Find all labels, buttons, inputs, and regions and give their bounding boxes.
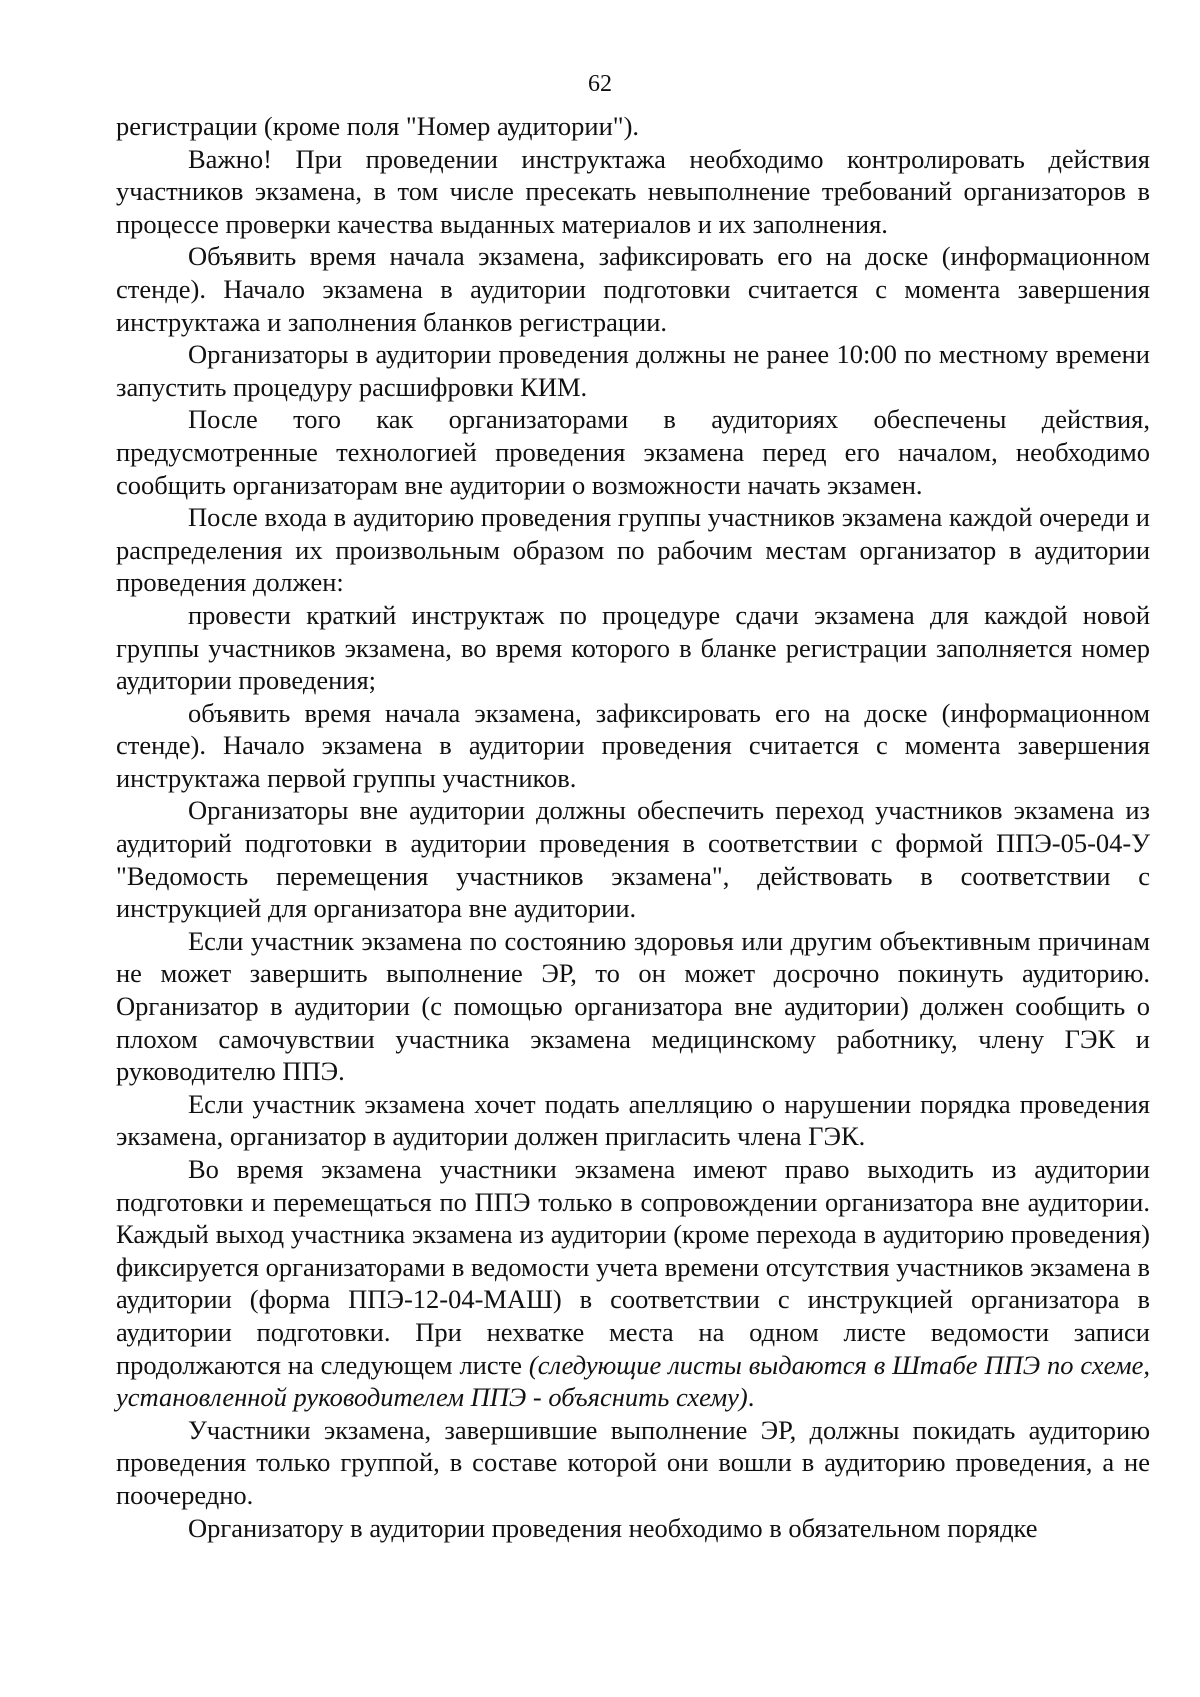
paragraph-announce-start-exam: объявить время начала экзамена, зафиксировать его на доске (информационном стенде). Начало экзамена в аудитории проведения считается с момента завершения инструктажа первой группы участников. — [116, 697, 1150, 793]
paragraph-brief-instruction: провести краткий инструктаж по процедуре сдачи экзамена для каждой новой группы участников экзамена, во время которого в бланке регистрации заполняется номер аудитории проведения; — [116, 599, 1150, 696]
paragraph-early-leave: Если участник экзамена по состоянию здоровья или другим объективным причинам не может завершить выполнение ЭР, то он может досрочно покинуть аудиторию. Организатор в аудитории (с помощью организатора вне аудитории) должен сообщить о плохом самочувствии участника экзамена медицинскому работнику, члену ГЭК и руководителю ППЭ. — [116, 925, 1150, 1087]
paragraph-after-entry: После входа в аудиторию проведения группы участников экзамена каждой очереди и распределения их произвольным образом по рабочим местам организатор в аудитории проведения должен: — [116, 502, 1150, 598]
paragraph-transfer-participants: Организаторы вне аудитории должны обеспечить переход участников экзамена из аудиторий подготовки в аудитории проведения в соответствии с формой ППЭ-05-04-У "Ведомость перемещения участников экзамена", действовать в соответствии с инструкцией для организатора вне аудитории. — [116, 795, 1150, 924]
paragraph-kim-decryption: Организаторы в аудитории проведения должны не ранее 10:00 по местному времени запустить процедуру расшифровки КИМ. — [116, 339, 1150, 402]
exit-rules-italic-note: (следующие листы выдаются в Штабе ППЭ по схеме, установленной руководителем ППЭ - объяснить схему) — [116, 1349, 1150, 1413]
paragraph-appeal: Если участник экзамена хочет подать апелляцию о нарушении порядка проведения экзамена, организатор в аудитории должен пригласить члена ГЭК. — [116, 1088, 1150, 1152]
document-body — [116, 110, 1150, 1544]
paragraph-organizer-obligation: Организатору в аудитории проведения необходимо в обязательном порядке — [188, 1512, 1038, 1543]
page-number: 62 — [588, 71, 612, 97]
paragraph-group-leave: Участники экзамена, завершившие выполнение ЭР, должны покидать аудиторию проведения только группой, в составе которой они вошли в аудиторию проведения, а не поочередно. — [116, 1414, 1150, 1510]
exit-rules-text: Во время экзамена участники экзамена имеют право выходить из аудитории подготовки и перемещаться по ППЭ только в сопровождении организатора вне аудитории. Каждый выход участника экзамена из аудитории (кроме перехода в аудиторию проведения) фиксируется организаторами в ведомости учета времени отсутствия участников экзамена в аудитории (форма ППЭ-12-04-МАШ) в соответствии с инструкцией организатора в аудитории подготовки. При нехватке места на одном листе ведомости записи продолжаются на следующем листе — [116, 1154, 1150, 1380]
paragraph-important-note: Важно! При проведении инструктажа необходимо контролировать действия участников экзамена, в том числе пресекать невыполнение требований организаторов в процессе проверки качества выданных материалов и их заполнения. — [116, 143, 1150, 239]
paragraph-announce-start-prep: Объявить время начала экзамена, зафиксировать его на доске (информационном стенде). Начало экзамена в аудитории подготовки считается с момента завершения инструктажа и заполнения бланков регистрации. — [116, 241, 1150, 337]
exit-rules-end: . — [747, 1382, 755, 1413]
paragraph-registration-continuation: регистрации (кроме поля "Номер аудитории"). — [116, 111, 640, 141]
paragraph-exit-rules — [116, 1153, 1150, 1414]
paragraph-notify-outside-organizers: После того как организаторами в аудиториях обеспечены действия, предусмотренные технологией проведения экзамена перед его началом, необходимо сообщить организаторам вне аудитории о возможности начать экзамен. — [116, 404, 1150, 500]
